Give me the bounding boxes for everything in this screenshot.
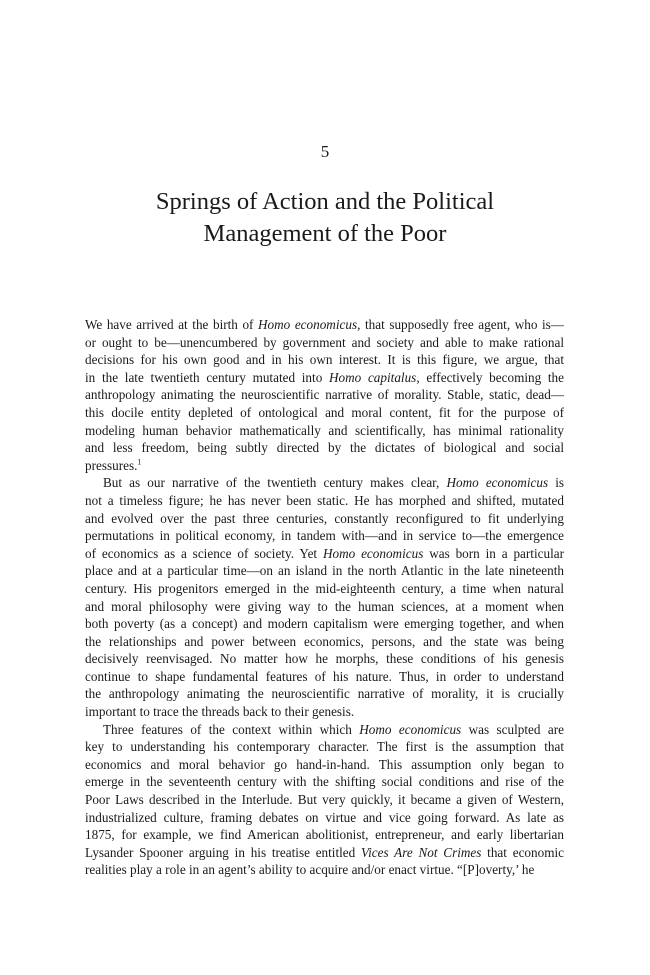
text-line: 1875, for example, we find American abolitionist, entrepreneur, and early libertarian	[85, 827, 564, 843]
text-line: important to trace the threads back to their genesis.	[85, 704, 355, 720]
text-line: in the late twentieth century mutated into Homo capitalus, effectively becoming the	[85, 369, 564, 385]
text-line: But as our narrative of the twentieth century makes clear, Homo economicus is	[103, 475, 564, 491]
text-line: modeling human behavior mathematically and scientifically, has minimal rationality	[85, 422, 564, 438]
italic-term: Homo economicus	[322, 545, 424, 561]
chapter-number: 5	[320, 142, 330, 161]
text-line: industrialized culture, framing debates on virtue and vice going forward. As late as	[85, 809, 564, 825]
text-line: Poor Laws described in the Interlude. But very quickly, it became a given of Western,	[85, 792, 564, 808]
text-line: the relationships and power between economics, persons, and the state was being	[85, 633, 564, 649]
text-line: century. His progenitors emerged in the mid-eighteenth century, a time when natural	[85, 580, 564, 596]
text-line: continue to shape fundamental features of his nature. Thus, in order to understand	[85, 668, 564, 684]
text-line: decisions for his own good and in his own interest. It is this figure, we argue, that	[85, 352, 564, 368]
text-line: We have arrived at the birth of Homo economicus, that supposedly free agent, who is—	[85, 317, 564, 332]
text-line: and less freedom, being subtly directed by the dictates of biological and social	[85, 440, 564, 456]
text-line: and evolved over the past three centuries, constantly reconfigured to fit underlying	[85, 510, 564, 526]
italic-term: Vices Are Not Crimes	[361, 844, 482, 860]
italic-term: Homo economicus	[258, 317, 358, 332]
text-line: and moral philosophy were giving way to the human sciences, at a moment when	[85, 598, 564, 614]
chapter-title	[60, 186, 590, 250]
italic-term: Homo economicus	[446, 475, 549, 491]
footnote-marker[interactable]: 1	[137, 457, 142, 467]
text-line: place and at a particular time—on an island in the north Atlantic in the late nineteenth	[85, 563, 564, 579]
text-line: Three features of the context within which Homo economicus was sculpted are	[103, 721, 564, 737]
text-line: or ought to be—unencumbered by government and society and able to make rational	[85, 334, 564, 350]
text-line: this docile entity depleted of ontological and moral content, fit for the purpose of	[85, 404, 564, 420]
text-line: Lysander Spooner arguing in his treatise entitled Vices Are Not Crimes that economic	[85, 844, 564, 860]
text-line: both poverty (as a concept) and modern capitalism were emerging together, and when	[85, 616, 564, 632]
text-line: decisively reenvisaged. No matter how he morphs, these conditions of his genesis	[85, 651, 564, 667]
chapter-title-line-1: Springs of Action and the Political	[155, 188, 495, 215]
text-line: not a timeless figure; he has never been static. He has morphed and shifted, mutated	[85, 492, 564, 508]
text-line: pressures.$^1$	[85, 457, 142, 473]
italic-term: Homo capitalus	[329, 369, 417, 385]
text-line: emerge in the seventeenth century with the shifting social conditions and rise of the	[85, 774, 564, 790]
text-line: the anthropology animating the neuroscientific narrative of morality, it is crucially	[85, 686, 564, 702]
text-line: permutations in political economy, in tandem with—and in service to—the emergence	[85, 528, 564, 544]
text-line: economics and moral behavior go hand-in-hand. This assumption only began to	[85, 756, 564, 772]
italic-term: Homo economicus	[359, 721, 462, 737]
text-line: key to understanding his contemporary character. The first is the assumption that	[85, 739, 564, 755]
chapter-title-line-2: Management of the Poor	[203, 220, 447, 247]
text-line: of economics as a science of society. Yet Homo economicus was born in a particular	[85, 545, 564, 561]
text-line: realities play a role in an agent’s ability to acquire and/or enact virtue. “[P]overty,’ he	[85, 862, 535, 878]
text-line: anthropology animating the neuroscientific narrative of morality. Stable, static, dead—	[85, 387, 564, 403]
body-text	[85, 316, 564, 879]
